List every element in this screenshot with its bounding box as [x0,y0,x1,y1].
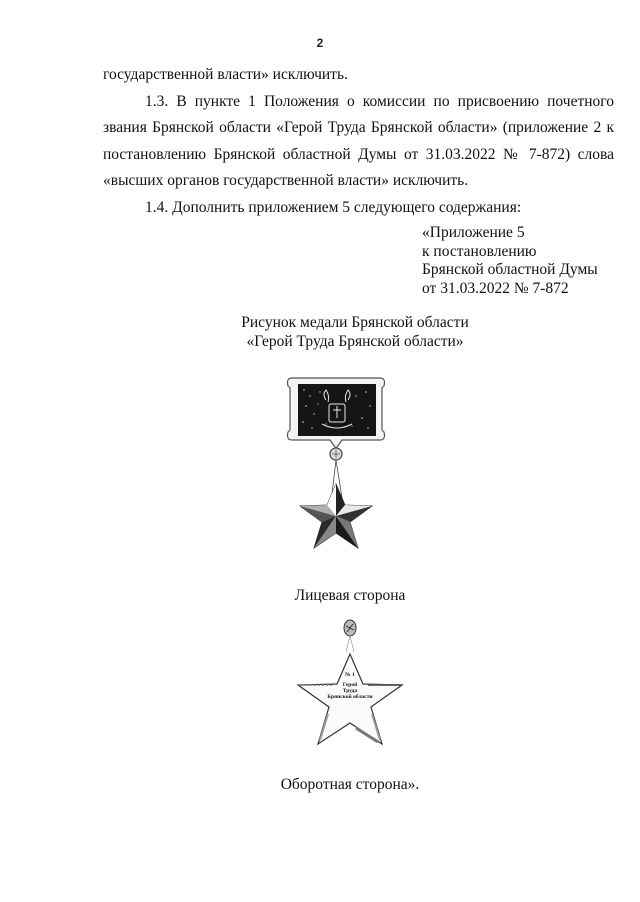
appendix-ref-line: Брянской областной Думы [422,261,598,278]
medal-back-number: № 1 [345,672,355,678]
medal-back-line: Герой [342,682,358,688]
medal-front-icon [276,366,396,572]
medal-back-inscription [318,682,382,700]
appendix-reference [422,224,598,298]
paragraph-continuation: государственной власти» исключить. [103,66,348,83]
figure-title-line: «Герой Труда Брянской области» [246,333,464,350]
figure-title-line: Рисунок медали Брянской области [241,314,469,331]
medal-back-line: Труда [342,688,358,694]
appendix-ref-line: «Приложение 5 [422,224,525,241]
page-number: 2 [316,36,324,50]
medal-back-line: Брянской области [327,694,373,700]
paragraph-1-3: 1.3. В пункте 1 Положения о комиссии по присвоению почетного звания Брянской области «Герой Труда Брянской области» (приложение 2 к постановлению Брянской областной Думы от 31.03.2022 № 7-872) слова «высших органов государственной власти» исключить. [103,92,614,189]
medal-back-image [280,612,420,762]
medal-front-caption: Лицевая сторона [294,587,406,604]
paragraph-1-4: 1.4. Дополнить приложением 5 следующего содержания: [145,198,522,216]
appendix-ref-line: к постановлению [422,242,537,260]
medal-back-caption: Оборотная сторона». [280,776,420,793]
appendix-ref-line: от 31.03.2022 № 7-872 [422,279,569,297]
figure-title [0,313,640,351]
document-body [103,62,614,221]
medal-front-image [276,366,396,572]
